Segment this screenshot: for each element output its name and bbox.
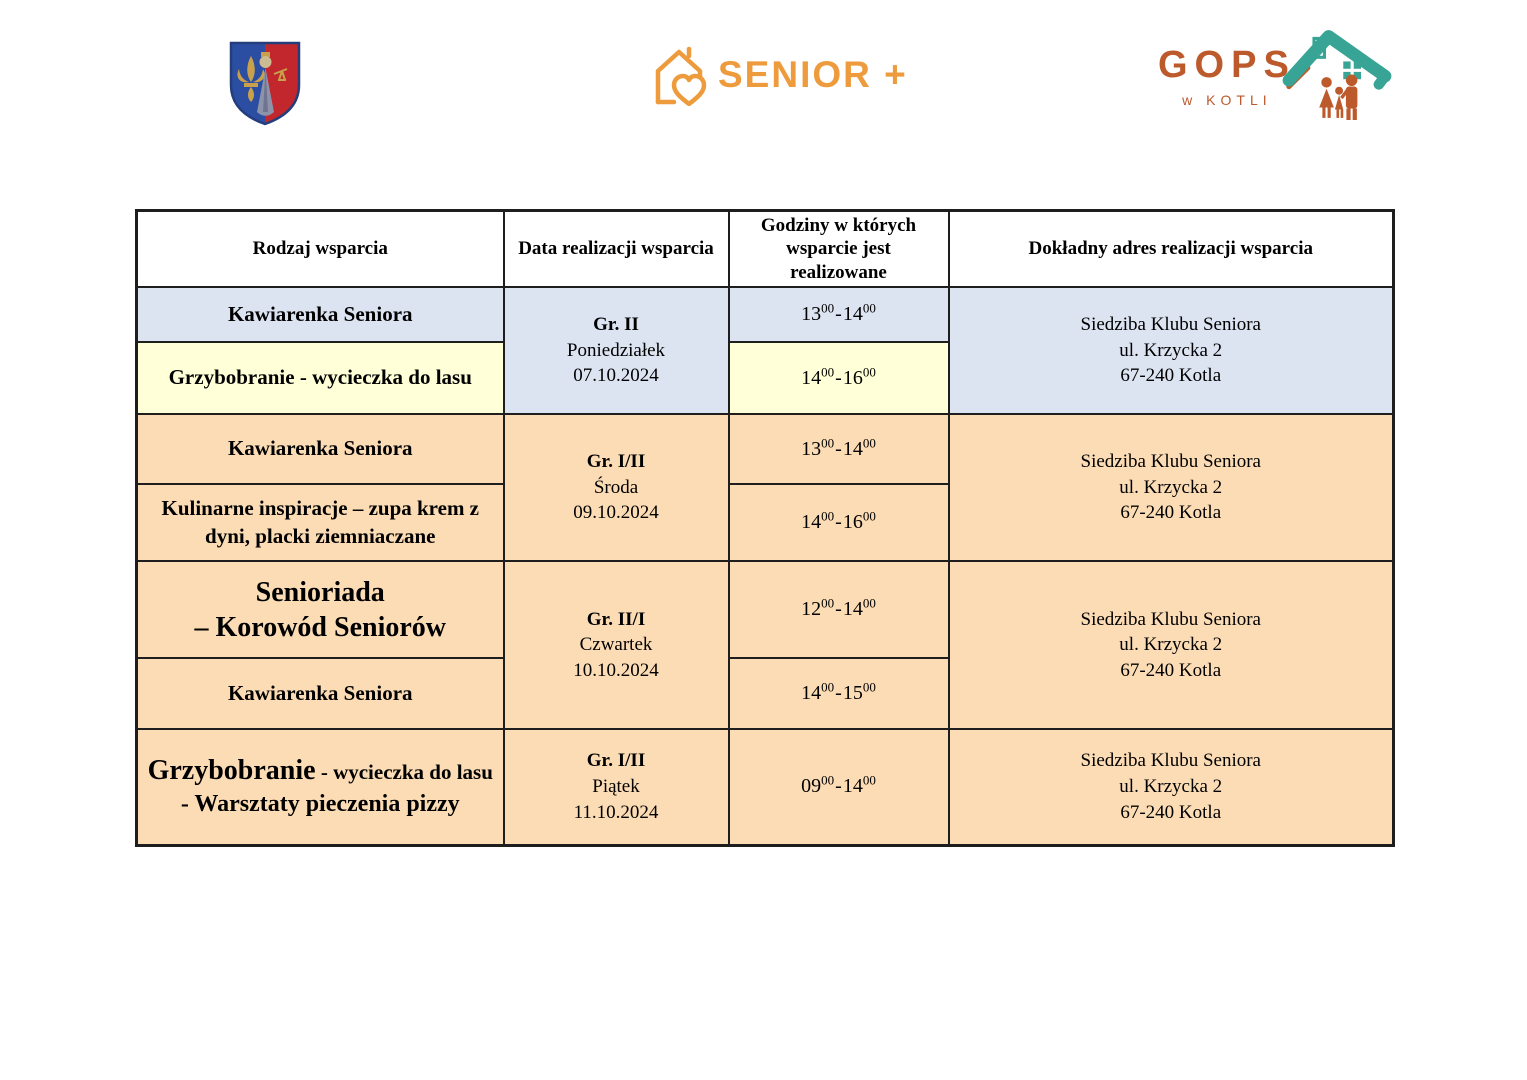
time-cell: $14^{00}-16^{00}$: [729, 342, 949, 414]
day-label: Piątek: [592, 775, 640, 797]
table-row: [137, 414, 1394, 484]
time-cell: $14^{00}-16^{00}$: [729, 484, 949, 561]
senior-plus-logo: [650, 44, 908, 106]
activity-cell: Grzybobranie - wycieczka do lasu - Warsztaty pieczenia pizzy: [137, 729, 504, 845]
header-rodzaj: Rodzaj wsparcia: [137, 211, 504, 288]
date-label: 11.10.2024: [573, 801, 659, 823]
header-godziny: Godziny w których wsparcie jest realizowane: [729, 211, 949, 288]
header-row: [137, 211, 1394, 288]
date-cell: [504, 287, 729, 414]
house-heart-icon: [650, 44, 712, 106]
activity-cell: Kawiarenka Seniora: [137, 658, 504, 729]
header-adres: Dokładny adres realizacji wsparcia: [949, 211, 1394, 288]
time-cell: $09^{00}-14^{00}$: [729, 729, 949, 845]
group-label: Gr. I/II: [586, 750, 646, 772]
kotla-coat-of-arms-logo: [224, 38, 306, 130]
gops-logo: [1158, 28, 1392, 125]
date-label: 09.10.2024: [573, 502, 659, 524]
table-row: [137, 287, 1394, 342]
coat-of-arms-icon: [224, 38, 306, 130]
time-cell: $13^{00}-14^{00}$: [729, 414, 949, 484]
activity-cell: Kawiarenka Seniora: [137, 414, 504, 484]
activity-cell: Senioriada – Korowód Seniorów: [137, 561, 504, 658]
schedule-table: [135, 209, 1395, 847]
day-label: Środa: [593, 476, 639, 498]
table-row: [137, 729, 1394, 845]
time-cell: $14^{00}-15^{00}$: [729, 658, 949, 729]
group-label: Gr. I/II: [586, 451, 646, 473]
day-label: Czwartek: [579, 634, 653, 656]
header-data: Data realizacji wsparcia: [504, 211, 729, 288]
group-label: Gr. II/I: [586, 608, 646, 630]
address-cell: Siedziba Klubu Seniora ul. Krzycka 2 67-240 Kotla: [949, 561, 1394, 729]
table-row: [137, 561, 1394, 658]
date-label: 07.10.2024: [573, 365, 659, 387]
day-label: Poniedziałek: [566, 339, 666, 361]
gops-subtitle: w KOTLI: [1182, 92, 1272, 108]
date-cell: [504, 561, 729, 729]
group-label: Gr. II: [593, 314, 639, 336]
time-cell: $13^{00}-14^{00}$: [729, 287, 949, 342]
activity-cell: Kawiarenka Seniora: [137, 287, 504, 342]
activity-cell: Grzybobranie - wycieczka do lasu: [137, 342, 504, 414]
activity-cell: Kulinarne inspiracje – zupa krem z dyni, placki ziemniaczane: [137, 484, 504, 561]
date-cell: [504, 414, 729, 561]
date-cell: [504, 729, 729, 845]
gops-title: GOPS: [1158, 44, 1296, 86]
senior-plus-label: SENIOR +: [718, 54, 908, 95]
gops-house-family-icon: [1282, 28, 1392, 120]
address-cell: Siedziba Klubu Seniora ul. Krzycka 2 67-240 Kotla: [949, 729, 1394, 845]
address-cell: Siedziba Klubu Seniora ul. Krzycka 2 67-240 Kotla: [949, 287, 1394, 414]
date-label: 10.10.2024: [573, 659, 659, 681]
address-cell: Siedziba Klubu Seniora ul. Krzycka 2 67-240 Kotla: [949, 414, 1394, 561]
time-cell: $12^{00}-14^{00}$: [729, 561, 949, 658]
